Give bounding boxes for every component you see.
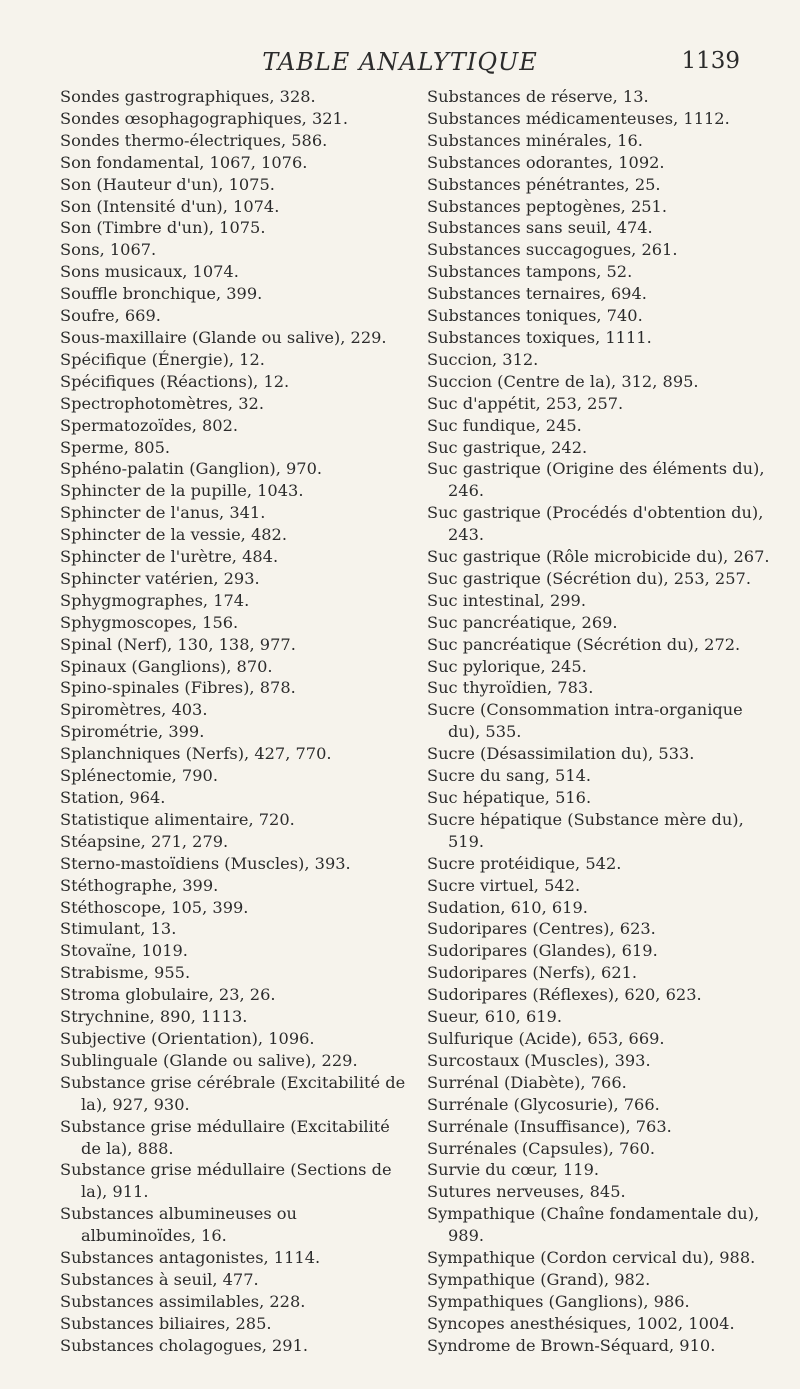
index-entry: Stéthographe, 399. bbox=[60, 875, 219, 895]
index-entry: Substances assimilables, 228. bbox=[60, 1291, 306, 1311]
index-entry: Spirométrie, 399. bbox=[60, 722, 205, 742]
index-entry: Suc thyroïdien, 783. bbox=[427, 678, 594, 698]
index-entry: Substances antagonistes, 1114. bbox=[60, 1248, 321, 1268]
index-entry: Sterno-mastoïdiens (Muscles), 393. bbox=[60, 853, 351, 873]
index-entry: Sphéno-palatin (Ganglion), 970. bbox=[60, 459, 323, 479]
index-entry: Sudoripares (Centres), 623. bbox=[427, 919, 656, 939]
index-entry: Surcostaux (Muscles), 393. bbox=[427, 1050, 651, 1070]
index-entry: Surrénale (Glycosurie), 766. bbox=[427, 1094, 660, 1114]
index-entry: Suc gastrique, 242. bbox=[427, 437, 588, 457]
index-entry: Surrénales (Capsules), 760. bbox=[427, 1138, 656, 1158]
index-entry: Station, 964. bbox=[60, 788, 166, 807]
index-entry: Succion (Centre de la), 312, 895. bbox=[427, 371, 699, 391]
index-column-right bbox=[427, 86, 773, 1357]
index-entry: Sucre (Désassimilation du), 533. bbox=[427, 744, 695, 764]
index-entry: Substances de réserve, 13. bbox=[427, 87, 649, 106]
index-entry: Sphincter de la pupille, 1043. bbox=[60, 481, 304, 501]
index-entry: Sympathique (Grand), 982. bbox=[427, 1269, 651, 1289]
index-entry: Splénectomie, 790. bbox=[60, 766, 218, 786]
index-entry: Substances tampons, 52. bbox=[427, 262, 633, 282]
index-entry: Sphincter de l'urètre, 484. bbox=[60, 547, 279, 567]
index-entry: Soufre, 669. bbox=[60, 306, 161, 326]
index-entry: Suc hépatique, 516. bbox=[427, 788, 592, 807]
index-entry: Suc intestinal, 299. bbox=[427, 590, 586, 610]
index-entry: Sueur, 610, 619. bbox=[427, 1007, 562, 1027]
index-entry: Sphincter de la vessie, 482. bbox=[60, 525, 288, 545]
index-entry: Sutures nerveuses, 845. bbox=[427, 1182, 626, 1202]
index-entry: Stimulant, 13. bbox=[60, 919, 177, 939]
index-entry: Substances toxiques, 1111. bbox=[427, 327, 652, 347]
index-column-left bbox=[60, 86, 412, 1357]
index-entry: Substances albumineuses ou albuminoïdes, 16. bbox=[60, 1204, 297, 1246]
index-entry: Stroma globulaire, 23, 26. bbox=[60, 985, 276, 1005]
index-entry: Souffle bronchique, 399. bbox=[60, 284, 263, 304]
index-entry: Strychnine, 890, 1113. bbox=[60, 1007, 248, 1027]
index-entry: Spiromètres, 403. bbox=[60, 700, 208, 720]
index-entry: Substance grise médullaire (Excitabilité de la), 888. bbox=[60, 1116, 390, 1158]
index-entry: Sucre virtuel, 542. bbox=[427, 875, 581, 895]
index-entry: Substances ternaires, 694. bbox=[427, 284, 647, 304]
index-entry: Sudoripares (Nerfs), 621. bbox=[427, 963, 638, 983]
index-entry: Sphygmographes, 174. bbox=[60, 590, 250, 610]
index-entry: Sympathiques (Ganglions), 986. bbox=[427, 1291, 690, 1311]
index-entry: Sulfurique (Acide), 653, 669. bbox=[427, 1028, 665, 1048]
index-entry: Surrénale (Insuffisance), 763. bbox=[427, 1116, 672, 1136]
index-entry: Spinaux (Ganglions), 870. bbox=[60, 656, 273, 676]
index-entry: Spino-spinales (Fibres), 878. bbox=[60, 678, 296, 698]
index-entry: Son (Timbre d'un), 1075. bbox=[60, 218, 266, 238]
index-entry: Stéthoscope, 105, 399. bbox=[60, 897, 249, 917]
index-entry: Suc pancréatique, 269. bbox=[427, 612, 618, 632]
index-entry: Sucre protéidique, 542. bbox=[427, 853, 622, 873]
index-entry: Son fondamental, 1067, 1076. bbox=[60, 152, 308, 172]
index-entry: Substances toniques, 740. bbox=[427, 306, 643, 326]
index-entry: Substances sans seuil, 474. bbox=[427, 218, 653, 238]
index-entry: Sucre (Consommation intra-organique du), 535. bbox=[427, 700, 743, 742]
index-entry: Sperme, 805. bbox=[60, 437, 171, 457]
index-entry: Suc gastrique (Origine des éléments du), 246. bbox=[427, 459, 765, 501]
index-entry: Splanchniques (Nerfs), 427, 770. bbox=[60, 744, 332, 764]
index-entry: Spinal (Nerf), 130, 138, 977. bbox=[60, 634, 296, 654]
index-entry: Suc fundique, 245. bbox=[427, 415, 582, 435]
index-entry: Substances médicamenteuses, 1112. bbox=[427, 108, 730, 128]
index-entry: Substances pénétrantes, 25. bbox=[427, 174, 661, 194]
index-entry: Sondes gastrographiques, 328. bbox=[60, 87, 316, 106]
index-entry: Substances biliaires, 285. bbox=[60, 1313, 272, 1333]
index-entry: Syndrome de Brown-Séquard, 910. bbox=[427, 1335, 716, 1355]
index-entry: Substances minérales, 16. bbox=[427, 130, 643, 150]
index-entry: Sons musicaux, 1074. bbox=[60, 262, 239, 282]
index-entry: Sudoripares (Réflexes), 620, 623. bbox=[427, 985, 702, 1005]
index-entry: Substances cholagogues, 291. bbox=[60, 1335, 309, 1355]
index-entry: Surrénal (Diabète), 766. bbox=[427, 1072, 627, 1092]
index-entry: Syncopes anesthésiques, 1002, 1004. bbox=[427, 1313, 735, 1333]
index-entry: Sucre hépatique (Substance mère du), 519. bbox=[427, 809, 744, 851]
index-entry: Sphincter de l'anus, 341. bbox=[60, 503, 266, 523]
index-entry: Sympathique (Cordon cervical du), 988. bbox=[427, 1248, 756, 1268]
index-entry: Sondes thermo-électriques, 586. bbox=[60, 130, 328, 150]
index-entry: Spécifique (Énergie), 12. bbox=[60, 349, 265, 369]
index-entry: Sphincter vatérien, 293. bbox=[60, 568, 260, 588]
running-title: TABLE ANALYTIQUE bbox=[262, 48, 538, 76]
index-entry: Substances succagogues, 261. bbox=[427, 240, 678, 260]
index-entry: Substance grise médullaire (Sections de la), 911. bbox=[60, 1160, 392, 1202]
index-entry: Suc gastrique (Rôle microbicide du), 267. bbox=[427, 547, 770, 567]
index-entry: Spécifiques (Réactions), 12. bbox=[60, 371, 290, 391]
index-entry: Sons, 1067. bbox=[60, 240, 157, 260]
index-entry: Substance grise cérébrale (Excitabilité de la), 927, 930. bbox=[60, 1072, 406, 1114]
index-entry: Stovaïne, 1019. bbox=[60, 941, 188, 961]
index-entry: Sucre du sang, 514. bbox=[427, 766, 592, 786]
page-number: 1139 bbox=[681, 48, 740, 74]
index-entry: Statistique alimentaire, 720. bbox=[60, 809, 295, 829]
index-entry: Substances odorantes, 1092. bbox=[427, 152, 665, 172]
index-entry: Sphygmoscopes, 156. bbox=[60, 612, 239, 632]
index-entry: Suc gastrique (Sécrétion du), 253, 257. bbox=[427, 568, 751, 588]
index-entry: Suc gastrique (Procédés d'obtention du), 243. bbox=[427, 503, 764, 545]
index-entry: Substances à seuil, 477. bbox=[60, 1269, 259, 1289]
index-entry: Suc pylorique, 245. bbox=[427, 656, 587, 676]
index-entry: Sublinguale (Glande ou salive), 229. bbox=[60, 1050, 358, 1070]
index-entry: Sondes œsophagographiques, 321. bbox=[60, 108, 348, 128]
index-entry: Son (Hauteur d'un), 1075. bbox=[60, 174, 275, 194]
page-header bbox=[0, 48, 800, 78]
index-entry: Son (Intensité d'un), 1074. bbox=[60, 196, 280, 216]
index-entry: Spectrophotomètres, 32. bbox=[60, 393, 264, 413]
index-entry: Strabisme, 955. bbox=[60, 963, 191, 983]
index-entry: Subjective (Orientation), 1096. bbox=[60, 1028, 315, 1048]
index-entry: Sudation, 610, 619. bbox=[427, 897, 588, 917]
index-entry: Sous-maxillaire (Glande ou salive), 229. bbox=[60, 327, 387, 347]
index-entry: Spermatozoïdes, 802. bbox=[60, 415, 239, 435]
index-entry: Sudoripares (Glandes), 619. bbox=[427, 941, 658, 961]
index-entry: Suc pancréatique (Sécrétion du), 272. bbox=[427, 634, 741, 654]
index-entry: Substances peptogènes, 251. bbox=[427, 196, 668, 216]
index-entry: Succion, 312. bbox=[427, 349, 539, 369]
index-entry: Survie du cœur, 119. bbox=[427, 1160, 600, 1180]
index-entry: Suc d'appétit, 253, 257. bbox=[427, 393, 624, 413]
index-entry: Sympathique (Chaîne fondamentale du), 989. bbox=[427, 1204, 760, 1246]
index-entry: Stéapsine, 271, 279. bbox=[60, 831, 229, 851]
